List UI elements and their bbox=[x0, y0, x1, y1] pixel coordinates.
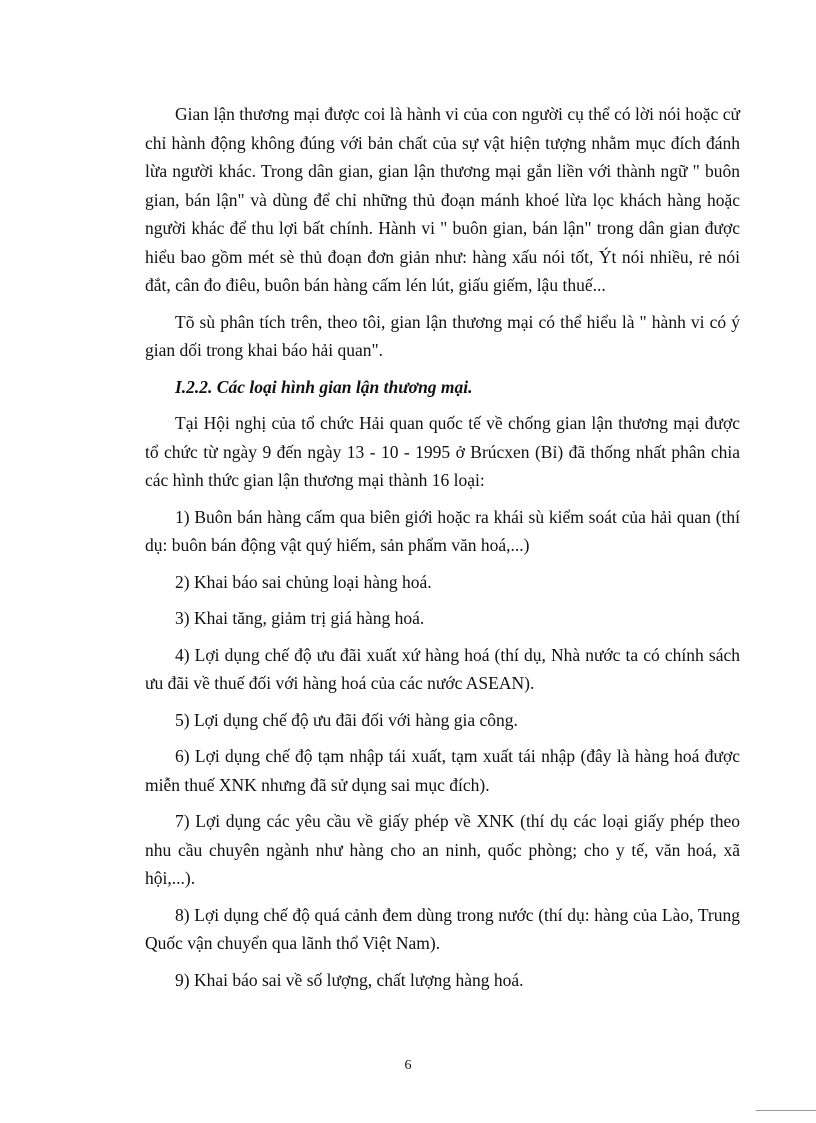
list-item-7: 7) Lợi dụng các yêu cầu về giấy phép về XNK (thí dụ các loại giấy phép theo nhu cầu chuyên ngành như hàng cho an ninh, quốc phòng; cho y tế, văn hoá, xã hội,...). bbox=[145, 811, 740, 888]
page-body bbox=[145, 100, 740, 1002]
page-number: 6 bbox=[404, 1058, 412, 1073]
list-item-2: 2) Khai báo sai chủng loại hàng hoá. bbox=[175, 571, 432, 592]
list-item-9: 9) Khai báo sai về số lượng, chất lượng hàng hoá. bbox=[175, 969, 524, 990]
list-item-1: 1) Buôn bán hàng cấm qua biên giới hoặc ra khái sù kiểm soát của hải quan (thí dụ: buôn bán động vật quý hiếm, sản phẩm văn hoá,...) bbox=[145, 506, 740, 555]
list-item-5: 5) Lợi dụng chế độ ưu đãi đối với hàng gia công. bbox=[175, 709, 518, 730]
page-edge-divider bbox=[756, 1110, 816, 1111]
list-item-4: 4) Lợi dụng chế độ ưu đãi xuất xứ hàng hoá (thí dụ, Nhà nước ta có chính sách ưu đãi về thuế đối với hàng hoá của các nước ASEAN). bbox=[145, 644, 740, 693]
paragraph-definition: Gian lận thương mại được coi là hành vi của con người cụ thể có lời nói hoặc cử chỉ hành động không đúng với bản chất của sự vật hiện tượng nhằm mục đích đánh lừa người khác. Trong dân gian, gian lận thương mại gắn liền với thành ngữ " buôn gian, bán lận" và dùng để chỉ những thủ đoạn mánh khoé lừa lọc khách hàng hoặc người khác để thu lợi bất chính. Hành vi " buôn gian, bán lận" trong dân gian được hiểu bao gồm mét sè thủ đoạn đơn giản như: hàng xấu nói tốt, Ýt nói nhiều, rẻ nói đắt, cân đo điêu, buôn bán hàng cấm lén lút, giấu giếm, lậu thuế... bbox=[145, 104, 740, 295]
paragraph-intro: Tại Hội nghị của tổ chức Hải quan quốc tế về chống gian lận thương mại được tổ chức từ ngày 9 đến ngày 13 - 10 - 1995 ở Brúcxen (Bỉ) đã thống nhất phân chia các hình thức gian lận thương mại thành 16 loại: bbox=[145, 413, 740, 490]
paragraph-conclusion: Tõ sù phân tích trên, theo tôi, gian lận thương mại có thể hiểu là " hành vi có ý gian dối trong khai báo hải quan". bbox=[145, 311, 740, 360]
section-heading: I.2.2. Các loại hình gian lận thương mại. bbox=[175, 376, 473, 397]
list-item-6: 6) Lợi dụng chế độ tạm nhập tái xuất, tạm xuất tái nhập (đây là hàng hoá được miễn thuế XNK nhưng đã sử dụng sai mục đích). bbox=[145, 746, 740, 795]
list-item-8: 8) Lợi dụng chế độ quá cảnh đem dùng trong nước (thí dụ: hàng của Lào, Trung Quốc vận chuyển qua lãnh thổ Việt Nam). bbox=[145, 904, 740, 953]
list-item-3: 3) Khai tăng, giảm trị giá hàng hoá. bbox=[175, 608, 425, 628]
